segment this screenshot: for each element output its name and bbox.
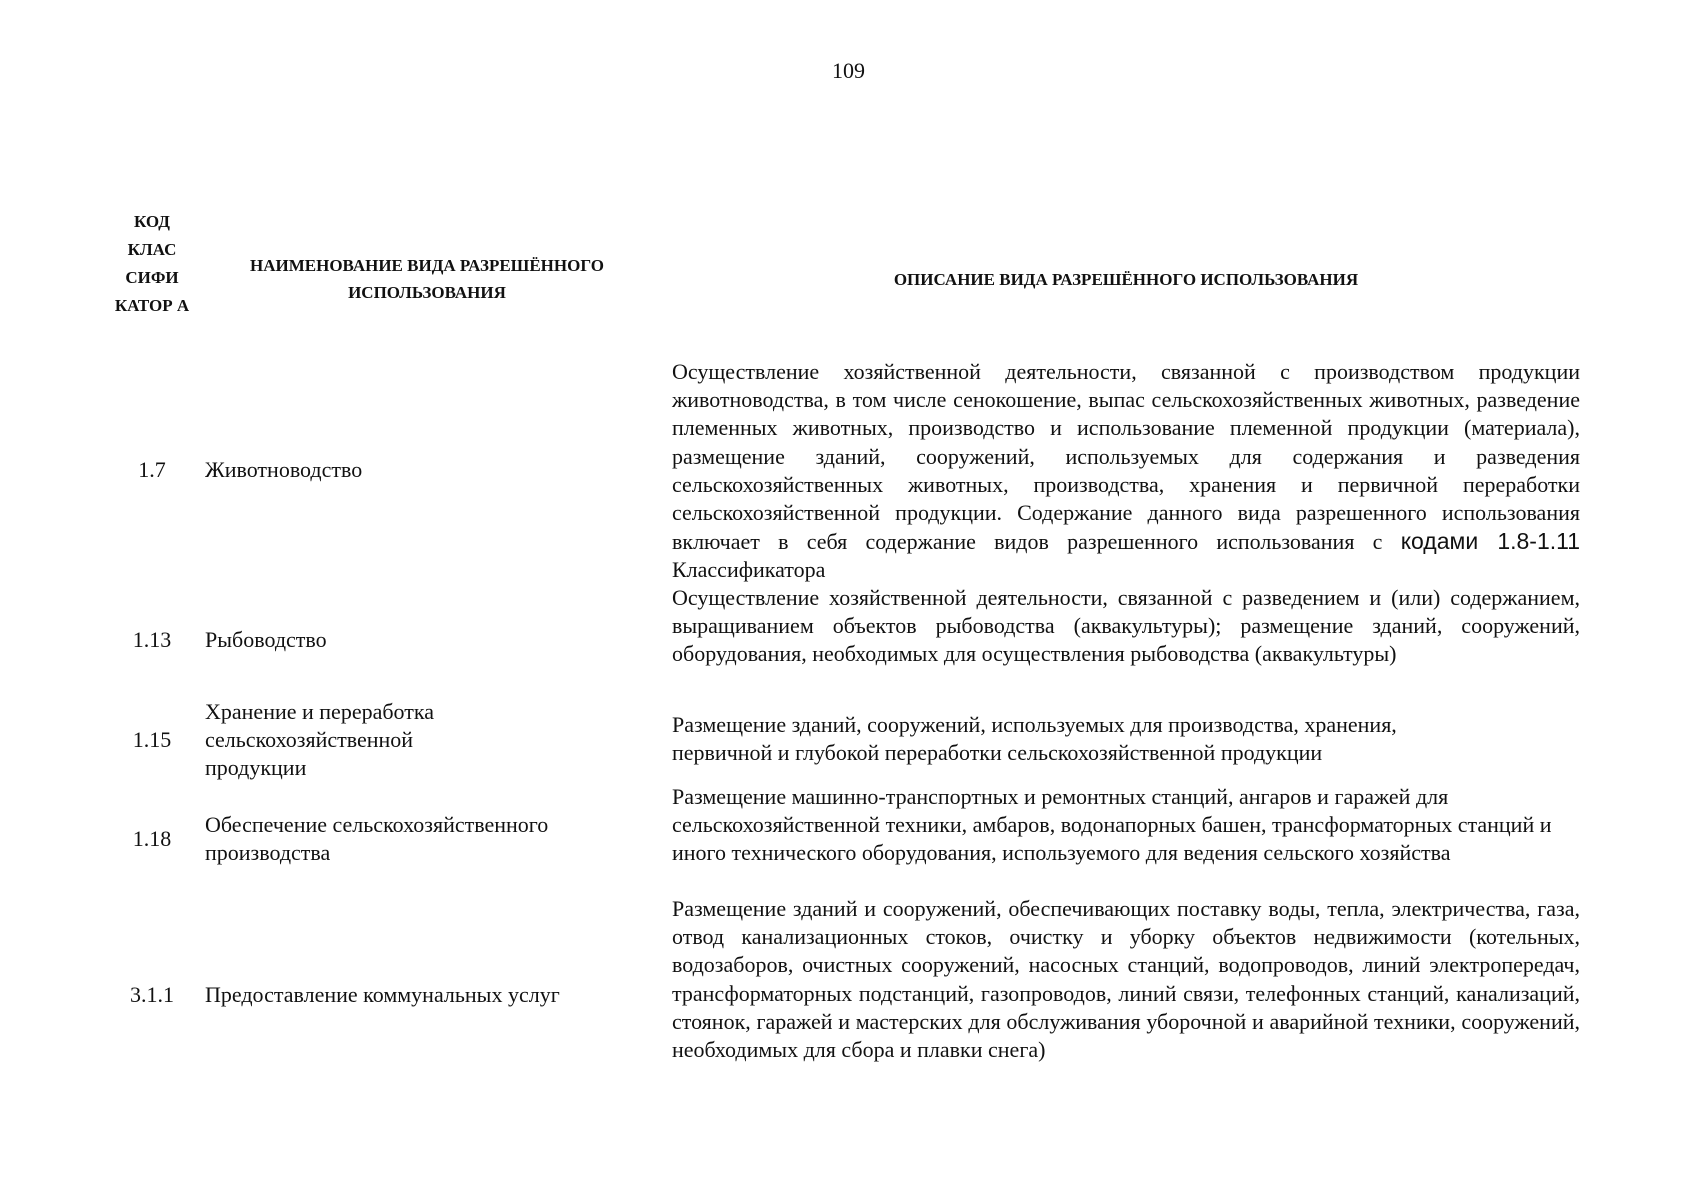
row-description: Осуществление хозяйственной деятельности, связанной с разведением и (или) содержанием, выращиванием объектов рыбоводства (аквакультуры); размещение зданий, сооружений, оборудования, необходимых для осуществления рыбоводства (аквакультуры) [672,585,1580,667]
row-code: 1.7 [138,457,166,482]
row-description-tail: Классификатора [672,557,826,583]
row-name: Хранение и переработка сельскохозяйственной продукции [205,699,434,780]
row-name: Животноводство [205,457,363,482]
row-description: Размещение зданий, сооружений, используемых для производства, хранения, первичной и глубокой переработки сельскохозяйственной продукции [672,712,1397,766]
header-code-column: КОД КЛАС СИФИ КАТОР А [114,212,190,315]
page-number: 109 [832,58,865,83]
row-code: 1.15 [132,727,172,752]
row-description-codes: кодами 1.8-1.11 [1400,528,1581,555]
row-name: Обеспечение сельскохозяйственного производства [205,812,549,865]
header-description-column: ОПИСАНИЕ ВИДА РАЗРЕШЁННОГО ИСПОЛЬЗОВАНИЯ [893,270,1359,289]
row-name: Предоставление коммунальных услуг [205,982,560,1007]
row-code: 3.1.1 [130,982,174,1007]
header-name-column: НАИМЕНОВАНИЕ ВИДА РАЗРЕШЁННОГО ИСПОЛЬЗОВАНИЯ [250,256,604,302]
row-name: Рыбоводство [205,627,327,652]
row-description: Размещение машинно-транспортных и ремонтных станций, ангаров и гаражей для сельскохозяйственной техники, амбаров, водонапорных башен, трансформаторных станций и иного технического оборудования, используемого для ведения сельского хозяйства [672,784,1552,866]
row-description [672,358,1580,585]
row-description: Размещение зданий и сооружений, обеспечивающих поставку воды, тепла, электричества, газа, отвод канализационных стоков, очистку и уборку объектов недвижимости (котельных, водозаборов, очистных сооружений, насосных станций, водопроводов, линий электропередач, трансформаторных подстанций, газопроводов, линий связи, телефонных станций, канализаций, стоянок, гаражей и мастерских для обслуживания уборочной и аварийной техники, сооружений, необходимых для сбора и плавки снега) [672,896,1580,1063]
row-code: 1.18 [132,826,172,851]
row-code: 1.13 [132,627,172,652]
row-description-main: Осуществление хозяйственной деятельности, связанной с производством продукции животноводства, в том числе сенокошение, выпас сельскохозяйственных животных, разведение племенных животных, производство и использование племенной продукции (материала), размещение зданий, сооружений, используемых для содержания и разведения сельскохозяйственных животных, производства, хранения и первичной переработки сельскохозяйственной продукции. Содержание данного вида разрешенного использования включает в себя содержание видов разрешенного использования с [672,359,1580,555]
